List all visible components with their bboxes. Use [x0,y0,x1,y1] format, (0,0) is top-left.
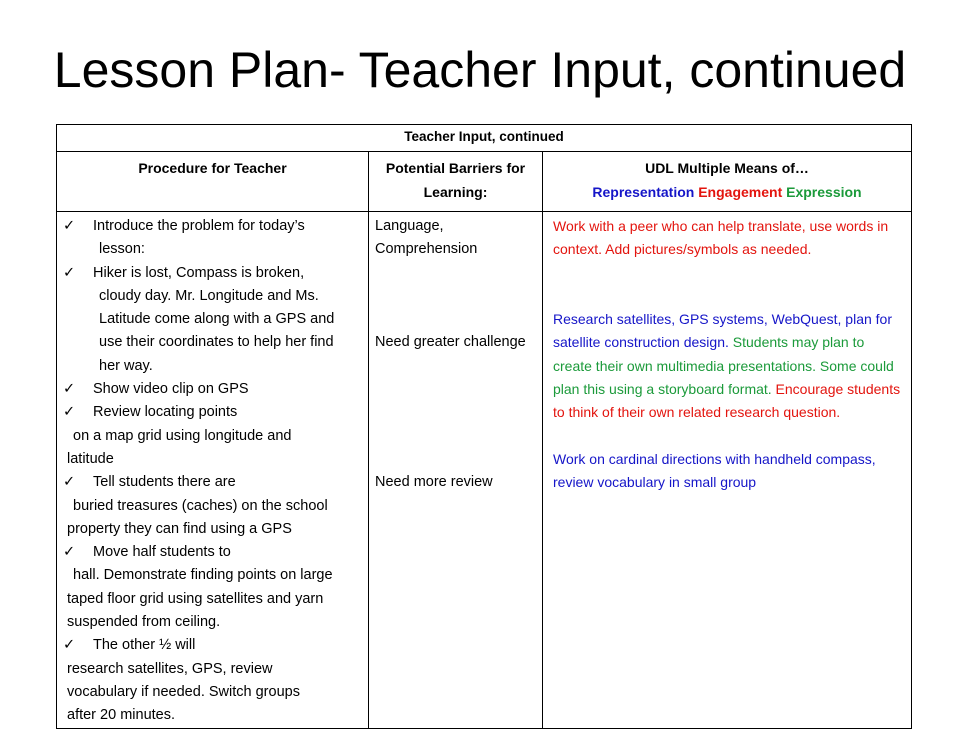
procedure-step-continuation [57,681,366,704]
header-udl-means [543,180,911,204]
procedure-step-continuation [57,588,366,611]
procedure-step-text: taped floor grid using satellites and yarn [67,590,324,607]
lesson-plan-table [56,124,912,729]
barrier-language: Language, [375,218,444,234]
header-udl-label: UDL Multiple Means of… [645,160,809,176]
checkmark-icon: ✓ [63,381,76,398]
procedure-step-continuation [57,238,366,261]
procedure-step-text: property they can find using a GPS [67,520,292,537]
header-procedure [57,152,369,212]
procedure-step-continuation [57,331,366,354]
checkmark-icon: ✓ [63,264,76,281]
procedure-step-continuation [57,704,366,727]
procedure-step-text: on a map grid using longitude and [73,427,292,444]
procedure-step-continuation [57,658,366,681]
procedure-step-continuation [57,285,366,308]
checkmark-icon: ✓ [63,637,76,654]
procedure-step-continuation [57,611,366,634]
procedure-step-continuation [57,564,366,587]
procedure-step [57,541,366,564]
udl-block-review: Work on cardinal directions with handheld compass, review vocabulary in small group [553,450,876,491]
procedure-list [57,212,368,728]
barriers-cell [369,212,543,729]
header-udl [543,152,912,212]
procedure-step [57,401,366,424]
udl-engagement: Engagement [698,184,783,200]
page-title: Lesson Plan- Teacher Input, continued [53,42,907,98]
procedure-step-text: hall. Demonstrate finding points on large [73,567,333,584]
procedure-step-text: Review locating points [93,404,238,421]
procedure-step-text: Move half students to [93,544,231,561]
udl-expression: Expression [786,184,862,200]
checkmark-icon: ✓ [63,474,76,491]
procedure-step-text: latitude [67,450,114,467]
procedure-step-text: The other ½ will [93,637,196,654]
procedure-step-text: Hiker is lost, Compass is broken, [93,264,305,281]
procedure-step [57,215,366,238]
procedure-step-text: after 20 minutes. [67,707,175,724]
procedure-step-text: use their coordinates to help her find [99,334,334,351]
procedure-step-text: Tell students there are [93,474,236,491]
barrier-review: Need more review [375,473,493,490]
header-procedure-label: Procedure for Teacher [138,160,287,176]
procedure-step [57,262,366,285]
procedure-step-continuation [57,355,366,378]
procedure-step [57,634,366,657]
checkmark-icon: ✓ [63,218,76,234]
procedure-cell [57,212,369,729]
table-caption: Teacher Input, continued [57,125,912,152]
udl-block-challenge-blue: Research satellites, GPS systems, WebQuest, plan for satellite construction design. [553,311,892,351]
procedure-step-text: lesson: [99,241,145,258]
procedure-step-text: her way. [99,357,153,374]
procedure-step-text: cloudy day. Mr. Longitude and Ms. [99,287,319,304]
udl-block-challenge-red: Encourage students to think of their own related research question. [553,381,901,421]
udl-block-challenge [553,308,907,424]
udl-representation: Representation [592,184,695,200]
procedure-step [57,378,366,401]
header-barriers [369,152,543,212]
procedure-step-text: research satellites, GPS, review [67,660,273,677]
procedure-step-continuation [57,495,366,518]
procedure-step-continuation [57,448,366,471]
procedure-step-continuation [57,518,366,541]
procedure-step-continuation [57,425,366,448]
checkmark-icon: ✓ [63,544,76,561]
barrier-challenge: Need greater challenge [375,333,526,350]
procedure-step-text: suspended from ceiling. [67,614,221,631]
procedure-step-continuation [57,308,366,331]
udl-cell [543,212,912,729]
procedure-step-text: Introduce the problem for today’s [93,218,305,234]
checkmark-icon: ✓ [63,404,76,421]
procedure-step-text: buried treasures (caches) on the school [73,497,328,514]
procedure-step-text: Latitude come along with a GPS and [99,311,335,328]
barrier-comprehension: Comprehension [375,241,478,258]
procedure-step-text: vocabulary if needed. Switch groups [67,683,300,700]
udl-block-challenge-green: Students may plan to create their own multimedia presentations. Some could plan this using a storyboard format. [553,334,894,398]
udl-block-translate: Work with a peer who can help translate, use words in context. Add pictures/symbols as needed. [553,218,889,258]
header-barriers-label: Potential Barriers for Learning: [385,160,526,200]
procedure-step-text: Show video clip on GPS [93,381,249,398]
procedure-step [57,471,366,494]
